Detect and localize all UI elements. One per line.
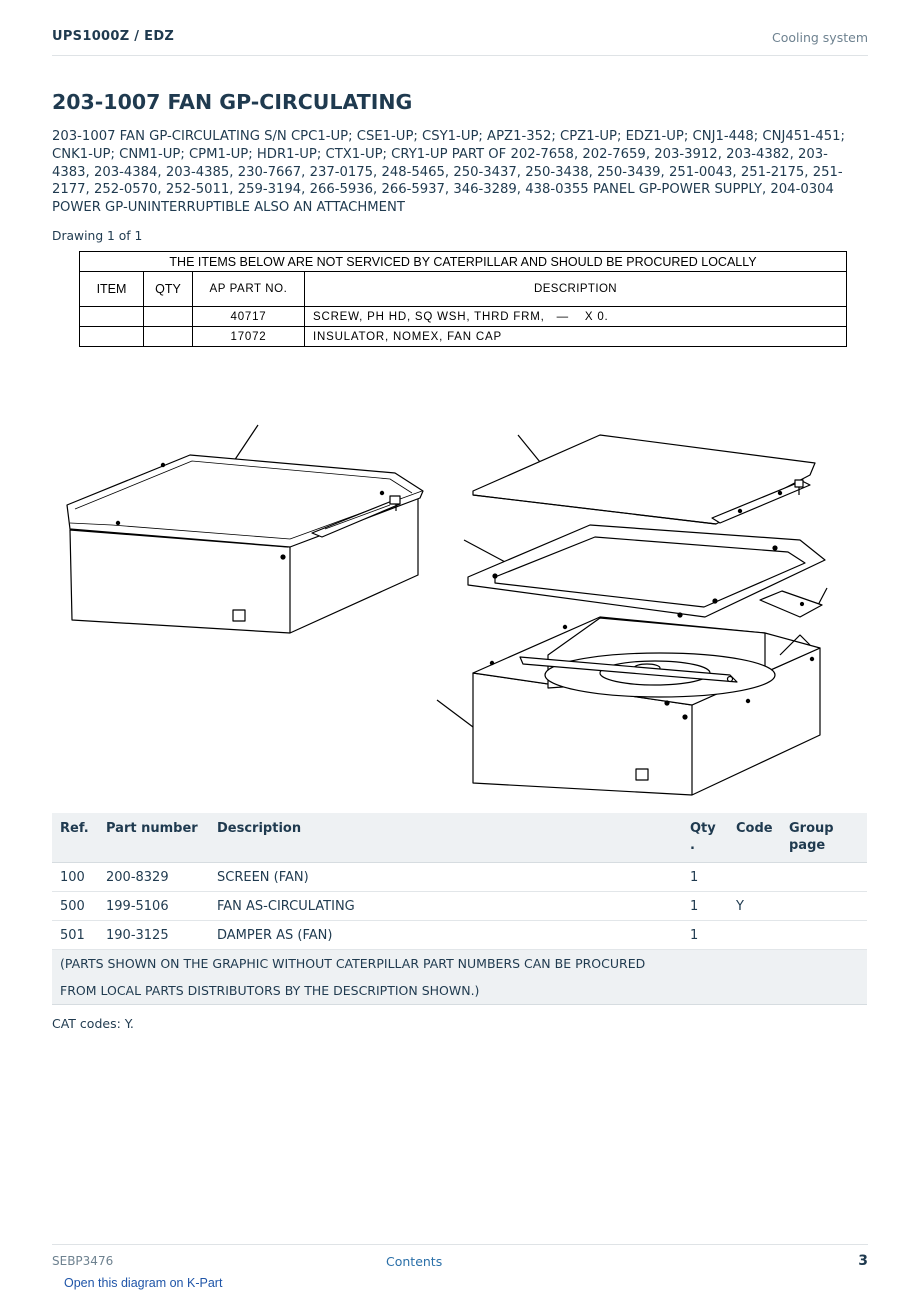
col-ref: Ref. — [52, 813, 98, 863]
procurement-note-row — [52, 977, 867, 1005]
group-description: 203-1007 FAN GP-CIRCULATING S/N CPC1-UP; CSE1-UP; CSY1-UP; APZ1-352; CPZ1-UP; EDZ1-UP; CNJ1-448; CNJ451-451; CNK1-UP; CNM1-UP; CPM1-UP; HDR1-UP; CTX1-UP; CRY1-UP PART OF 202-7658, 202-7659, 203-3912, 203-4382, 203-4383, 203-4384, 203-4385, 230-7667, 237-0175, 248-5465, 250-3437, 250-3438, 250-3439, 251-0043, 251-2175, 251-2177, 252-0570, 252-5011, 259-3194, 266-5936, 266-5937, 346-3289, 438-0355 PANEL GP-POWER SUPPLY, 204-0304 POWER GP-UNINTERRUPTIBLE ALSO AN ATTACHMENT — [52, 129, 845, 216]
procurement-note-line-2: FROM LOCAL PARTS DISTRIBUTORS BY THE DESCRIPTION SHOWN.) — [52, 977, 867, 1005]
description-cell: FAN AS-CIRCULATING — [209, 892, 682, 921]
notice-row — [80, 327, 847, 347]
ref-cell: 500 — [52, 892, 98, 921]
notice-banner: THE ITEMS BELOW ARE NOT SERVICED BY CATERPILLAR AND SHOULD BE PROCURED LOCALLY — [80, 252, 847, 272]
code-cell — [728, 921, 781, 950]
qty-cell: 1 — [682, 921, 728, 950]
local-procurement-table — [79, 251, 847, 347]
notice-part-no: 17072 — [193, 327, 305, 347]
notice-description: INSULATOR, NOMEX, FAN CAP — [305, 327, 847, 347]
cat-codes-note: CAT codes: Y. — [52, 1016, 134, 1031]
notice-item — [80, 307, 144, 327]
group-page-cell — [781, 892, 867, 921]
description-cell: DAMPER AS (FAN) — [209, 921, 682, 950]
model-breadcrumb: UPS1000Z / EDZ — [52, 29, 175, 44]
notice-header-description: DESCRIPTION — [305, 272, 847, 307]
group-page-cell — [781, 921, 867, 950]
parts-table-header — [52, 813, 867, 863]
col-part-number: Part number — [98, 813, 209, 863]
notice-header-qty: QTY — [144, 272, 193, 307]
exploded-parts-diagram[interactable] — [40, 405, 840, 800]
part-number-cell: 190-3125 — [98, 921, 209, 950]
ref-cell: 501 — [52, 921, 98, 950]
drawing-counter: Drawing 1 of 1 — [52, 229, 143, 243]
col-code: Code — [728, 813, 781, 863]
assembled-fan-housing — [67, 425, 423, 633]
table-row[interactable] — [52, 921, 867, 950]
procurement-note-line-1: (PARTS SHOWN ON THE GRAPHIC WITHOUT CATERPILLAR PART NUMBERS CAN BE PROCURED — [52, 950, 867, 978]
notice-header-part: AP PART NO. — [193, 272, 305, 307]
col-description: Description — [209, 813, 682, 863]
notice-item — [80, 327, 144, 347]
procurement-note-row — [52, 950, 867, 978]
notice-qty — [144, 327, 193, 347]
ref-cell: 100 — [52, 863, 98, 892]
contents-link[interactable]: Contents — [386, 1254, 443, 1269]
parts-list-table — [52, 813, 867, 1005]
part-number-cell: 199-5106 — [98, 892, 209, 921]
col-group-page: Group page — [781, 813, 867, 863]
code-cell — [728, 863, 781, 892]
group-page-cell — [781, 863, 867, 892]
fan-screen-part — [473, 435, 815, 524]
page-title: 203-1007 FAN GP-CIRCULATING — [52, 90, 413, 114]
description-cell: SCREEN (FAN) — [209, 863, 682, 892]
part-number-cell: 200-8329 — [98, 863, 209, 892]
notice-part-no: 40717 — [193, 307, 305, 327]
document-number: SEBP3476 — [52, 1254, 114, 1268]
page-footer — [52, 1244, 868, 1275]
qty-cell: 1 — [682, 863, 728, 892]
fan-housing-part — [437, 617, 820, 795]
notice-header-item: ITEM — [80, 272, 144, 307]
page-number: 3 — [858, 1253, 868, 1269]
notice-description: SCREW, PH HD, SQ WSH, THRD FRM, — X 0. — [305, 307, 847, 327]
code-cell: Y — [728, 892, 781, 921]
notice-qty — [144, 307, 193, 327]
table-row[interactable] — [52, 892, 867, 921]
qty-cell: 1 — [682, 892, 728, 921]
page-header — [52, 26, 868, 56]
section-name: Cooling system — [772, 30, 868, 45]
table-row[interactable] — [52, 863, 867, 892]
insulator-part — [760, 588, 827, 617]
notice-row — [80, 307, 847, 327]
col-qty: Qty . — [682, 813, 728, 863]
open-kpart-link[interactable]: Open this diagram on K-Part — [64, 1276, 223, 1290]
